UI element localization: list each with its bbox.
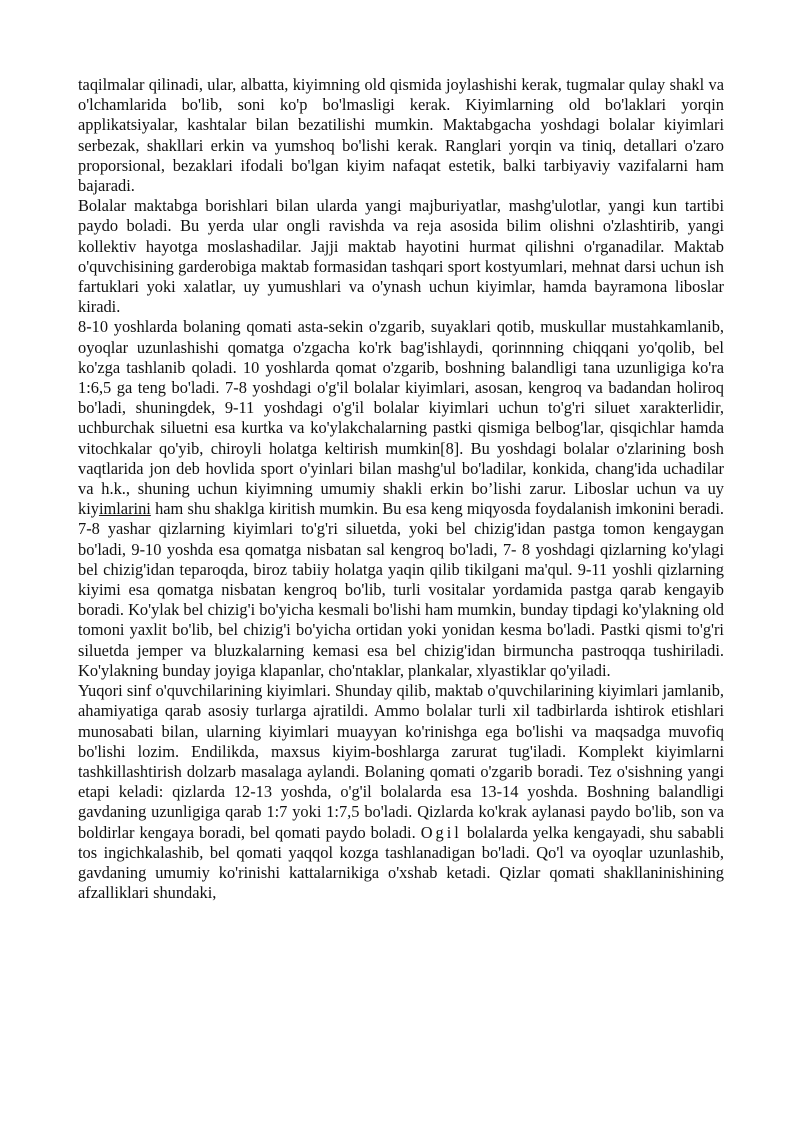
paragraph-4 <box>78 681 724 903</box>
paragraph-1: taqilmalar qilinadi, ular, albatta, kiyimning old qismida joylashishi kerak, tugmalar qulay shakl va o'lchamlarida bo'lib, soni ko'p bo'lmasligi kerak. Kiyimlarning old bo'laklari yorqin applikatsiyalar, kashtalar bilan bezatilishi mumkin. Maktabgacha yoshdagi bolalar kiyimlari serbezak, shakllari erkin va yumshoq bo'lishi kerak. Ranglari yorqin va tiniq, detallari o'zaro proporsional, bezaklari ifodali bo'lgan kiyim nafaqat estetik, balki tarbiyaviy vazifalarni ham bajaradi. <box>78 75 724 196</box>
paragraph-3 <box>78 317 724 681</box>
paragraph-2: Bolalar maktabga borishlari bilan ularda yangi majburiyatlar, mashg'ulotlar, yangi kun tartibi paydo boladi. Bu yerda ular ongli ravishda va reja asosida bilim olishni o'zlashtirib, yangi kollektiv hayotga moslashadilar. Jajji maktab hayotini hurmat qilishni o'rganadilar. Maktab o'quvchisining garderobiga maktab formasidan tashqari sport kostyumlari, mehnat darsi uchun ish fartuklari yoki xalatlar, uy yumushlari va o'ynash uchun kiyimlar, hamda bayramona liboslar kiradi. <box>78 196 724 317</box>
paragraph-3-text-end: ham shu shaklga kiritish mumkin. Bu esa keng miqyosda foydalanish imkonini beradi. 7-8 yashar qizlarning kiyimlari to'g'ri siluetda, yoki bel chizig'idan pastga tomon kengaygan bo'ladi, 9-10 yoshda esa qomatga nisbatan sal kengroq bo'ladi, 7- 8 yoshdagi qizlarning ko'ylagi bel chizig'idan teparoqda, biroz tabiiy holatga yaqin qilib tikilgani ma'qul. 9-11 yoshli qizlarning kiyimi esa qomatga nisbatan kengroq bo'lib, turli vositalar yordamida pastga qarab kengayib boradi. Ko'ylak bel chizig'i bo'yicha kesmali bo'lishi ham mumkin, bunday tipdagi ko'ylakning old tomoni yaxlit bo'lib, bel chizig'i bo'yicha ortidan yoki yonidan kesma bo'ladi. Pastki qismi to'g'ri siluetda jemper va bluzkalarning kemasi esa bel chizig'idan birmuncha pastroqqa tushiriladi. Ko'ylakning bunday joyiga klapanlar, cho'ntaklar, plankalar, xlyastiklar qo'yiladi. <box>78 499 724 680</box>
document-page <box>78 75 724 903</box>
paragraph-4-text-start: Yuqori sinf o'quvchilarining kiyimlari. Shunday qilib, maktab o'quvchilarining kiyimlari jamlanib, ahamiyatiga qarab asosiy turlarga ajratildi. Ammo bolalar turli xil tadbirlarda ishtirok etishlari munosabati bilan, ularning kiyimlari muayyan ko'rinishga ega bo'lishi va maqsadga muvofiq bo'lishi lozim. Endilikda, maxsus kiyim-boshlarga zarurat tug'iladi. Komplekt kiyimlarni tashkillashtirish dolzarb masalaga aylandi. Bolaning qomati o'zgarib boradi. Tez o'sishning yangi etapi keladi: qizlarda 12-13 yoshda, o'g'il bolalarda esa 13-14 yoshda. Boshning balandligi gavdaning uzunligiga qarab 1:7 yoki 1:7,5 bo'ladi. Qizlarda ko'krak aylanasi paydo bo'lib, son va boldirlar kengaya boradi, bel qomati paydo boladi. <box>78 681 724 842</box>
paragraph-4-text-end: bolalarda yelka kengayadi, shu sababli tos ingichkalashib, bel qomati yaqqol kozga tashlanadigan bo'ladi. Qo'l va oyoqlar uzunlashib, gavdaning umumiy ko'rinishi kattalarnikiga o'xshab ketadi. Qizlar qomati shakllaninishining afzalliklari shundaki, <box>78 822 724 903</box>
spaced-word: Ogil <box>420 822 462 842</box>
paragraph-3-text-start: 8-10 yoshlarda bolaning qomati asta-sekin o'zgarib, suyaklari qotib, muskullar mustahkamlanib, oyoqlar uzunlashishi qomatga o'zgacha ko'rk bag'ishlaydi, qorinnning chiqqani yo'qolib, bel ko'zga tashlanib qoladi. 10 yoshlarda qomat o'zgarib, boshning balandligi tana uzunligiga ko'ra 1:6,5 ga teng bo'ladi. 7-8 yoshdagi o'g'il bolalar kiyimlari, asosan, kengroq va badandan holiroq bo'ladi, shuningdek, 9-11 yoshdagi o'g'il bolalar kiyimlari uchun to'g'ri siluet xarakterlidir, uchburchak siluetni esa kurtka va ko'ylakchalarning pastki qismiga belbog'lar, qisqichlar hamda vitochkalar qo'yib, chiroyli holatga keltirish mumkin[8]. Bu yoshdagi bolalar o'zlarining bosh vaqtlarida jon deb hovlida sport o'yinlari bilan mashg'ul bo'ladilar, konkida, chang'ida uchadilar va h.k., shuning uchun kiyimning umumiy shakli erkin bo’lishi zarur. Liboslar uchun va uy kiy <box>78 317 724 519</box>
underlined-word: imlarini <box>98 499 151 519</box>
